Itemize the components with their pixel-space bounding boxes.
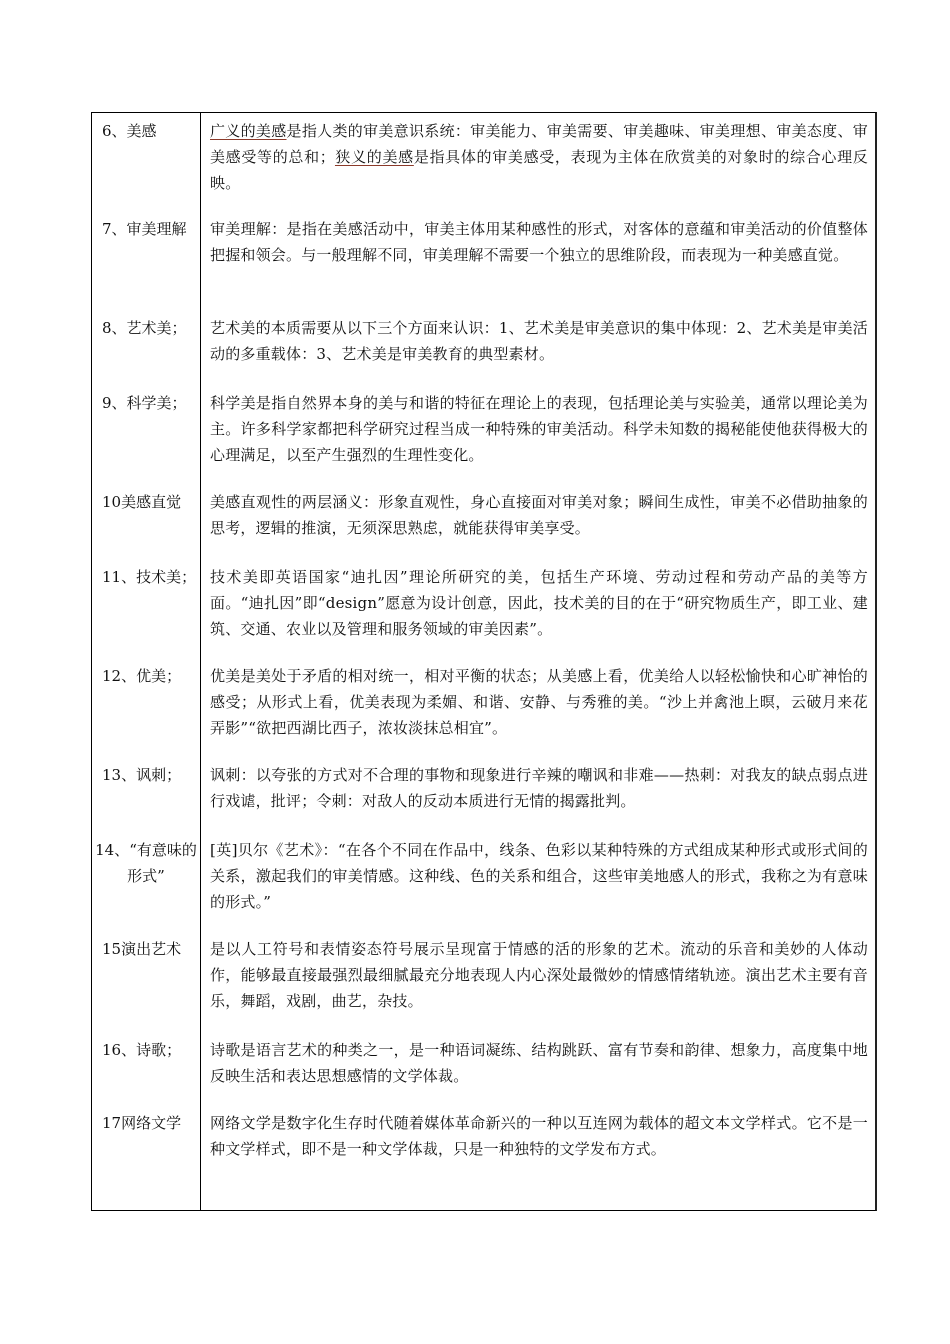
term-10: 10美感直觉	[102, 493, 182, 511]
underlined-phrase: 狭义的美感	[334, 148, 414, 166]
definition-9: 科学美是指自然界本身的美与和谐的特征在理论上的表现，包括理论美与实验美，通常以理论美为主。许多科学家都把科学研究过程当成一种特殊的审美活动。科学未知数的揭秘能使他获得极大的心理满足，以至产生强烈的生理性变化。	[210, 394, 868, 464]
term-15: 15演出艺术	[102, 940, 182, 958]
term-9: 9、科学美；	[102, 394, 187, 412]
term-11: 11、技术美；	[102, 568, 197, 586]
definition-8: 艺术美的本质需要从以下三个方面来认识：1、艺术美是审美意识的集中体现：2、艺术美是审美活动的多重载体：3、艺术美是审美教育的典型素材。	[210, 319, 868, 363]
term-12: 12、优美；	[102, 667, 182, 685]
column-divider	[200, 112, 201, 1211]
definition-11: 技术美即英语国家“迪扎因”理论所研究的美，包括生产环境、劳动过程和劳动产品的美等方面。“迪扎因”即“design”愿意为设计创意，因此，技术美的目的在于“研究物质生产，即工业、建筑、交通、农业以及管理和服务领域的审美因素”。	[210, 568, 868, 638]
definition-7: 审美理解：是指在美感活动中，审美主体用某种感性的形式，对客体的意蕴和审美活动的价值整体把握和领会。与一般理解不同，审美理解不需要一个独立的思维阶段，而表现为一种美感直觉。	[210, 220, 868, 264]
term-17: 17网络文学	[102, 1114, 182, 1132]
definition-16: 诗歌是语言艺术的种类之一，是一种语词凝练、结构跳跃、富有节奏和韵律、想象力，高度集中地反映生活和表达思想感情的文学体裁。	[210, 1041, 868, 1085]
definition-6: 广义的美感是指人类的审美意识系统：审美能力、审美需要、审美趣味、审美理想、审美态度、审美感受等的总和；狭义的美感是指具体的审美感受，表现为主体在欣赏美的对象时的综合心理反映。	[210, 122, 868, 192]
term-7: 7、审美理解	[102, 220, 187, 238]
term-8: 8、艺术美；	[102, 319, 187, 337]
underlined-phrase: 广义的美感	[210, 122, 287, 140]
definition-17: 网络文学是数字化生存时代随着媒体革命新兴的一种以互连网为载体的超文本文学样式。它不是一种文学样式，即不是一种文学体裁，只是一种独特的文学发布方式。	[210, 1114, 868, 1158]
definition-12: 优美是美处于矛盾的相对统一，相对平衡的状态；从美感上看，优美给人以轻松愉快和心旷神怡的感受；从形式上看，优美表现为柔媚、和谐、安静、与秀雅的美。“沙上并禽池上暝，云破月来花弄影”“欲把西湖比西子，浓妆淡抹总相宜”。	[210, 667, 868, 737]
term-6: 6、美感	[102, 122, 157, 140]
term-14: 14、“有意味的形式”	[95, 841, 197, 885]
term-16: 16、诗歌；	[102, 1041, 182, 1059]
definition-10: 美感直观性的两层涵义：形象直观性，身心直接面对审美对象；瞬间生成性，审美不必借助抽象的思考，逻辑的推演，无须深思熟虑，就能获得审美享受。	[210, 493, 868, 537]
definition-13: 讽刺：以夸张的方式对不合理的事物和现象进行辛辣的嘲讽和非难——热刺：对我友的缺点弱点进行戏谑，批评；令刺：对敌人的反动本质进行无情的揭露批判。	[210, 766, 868, 810]
definition-14: [英]贝尔《艺术》：“在各个不同在作品中，线条、色彩以某种特殊的方式组成某种形式或形式间的关系，激起我们的审美情感。这种线、色的关系和组合，这些审美地感人的形式，我称之为有意味的形式。”	[210, 841, 868, 911]
term-13: 13、讽刺；	[102, 766, 182, 784]
definition-15: 是以人工符号和表情姿态符号展示呈现富于情感的活的形象的艺术。流动的乐音和美妙的人体动作，能够最直接最强烈最细腻最充分地表现人内心深处最微妙的情感情绪轨迹。演出艺术主要有音乐，舞蹈，戏剧，曲艺，杂技。	[210, 940, 868, 1010]
